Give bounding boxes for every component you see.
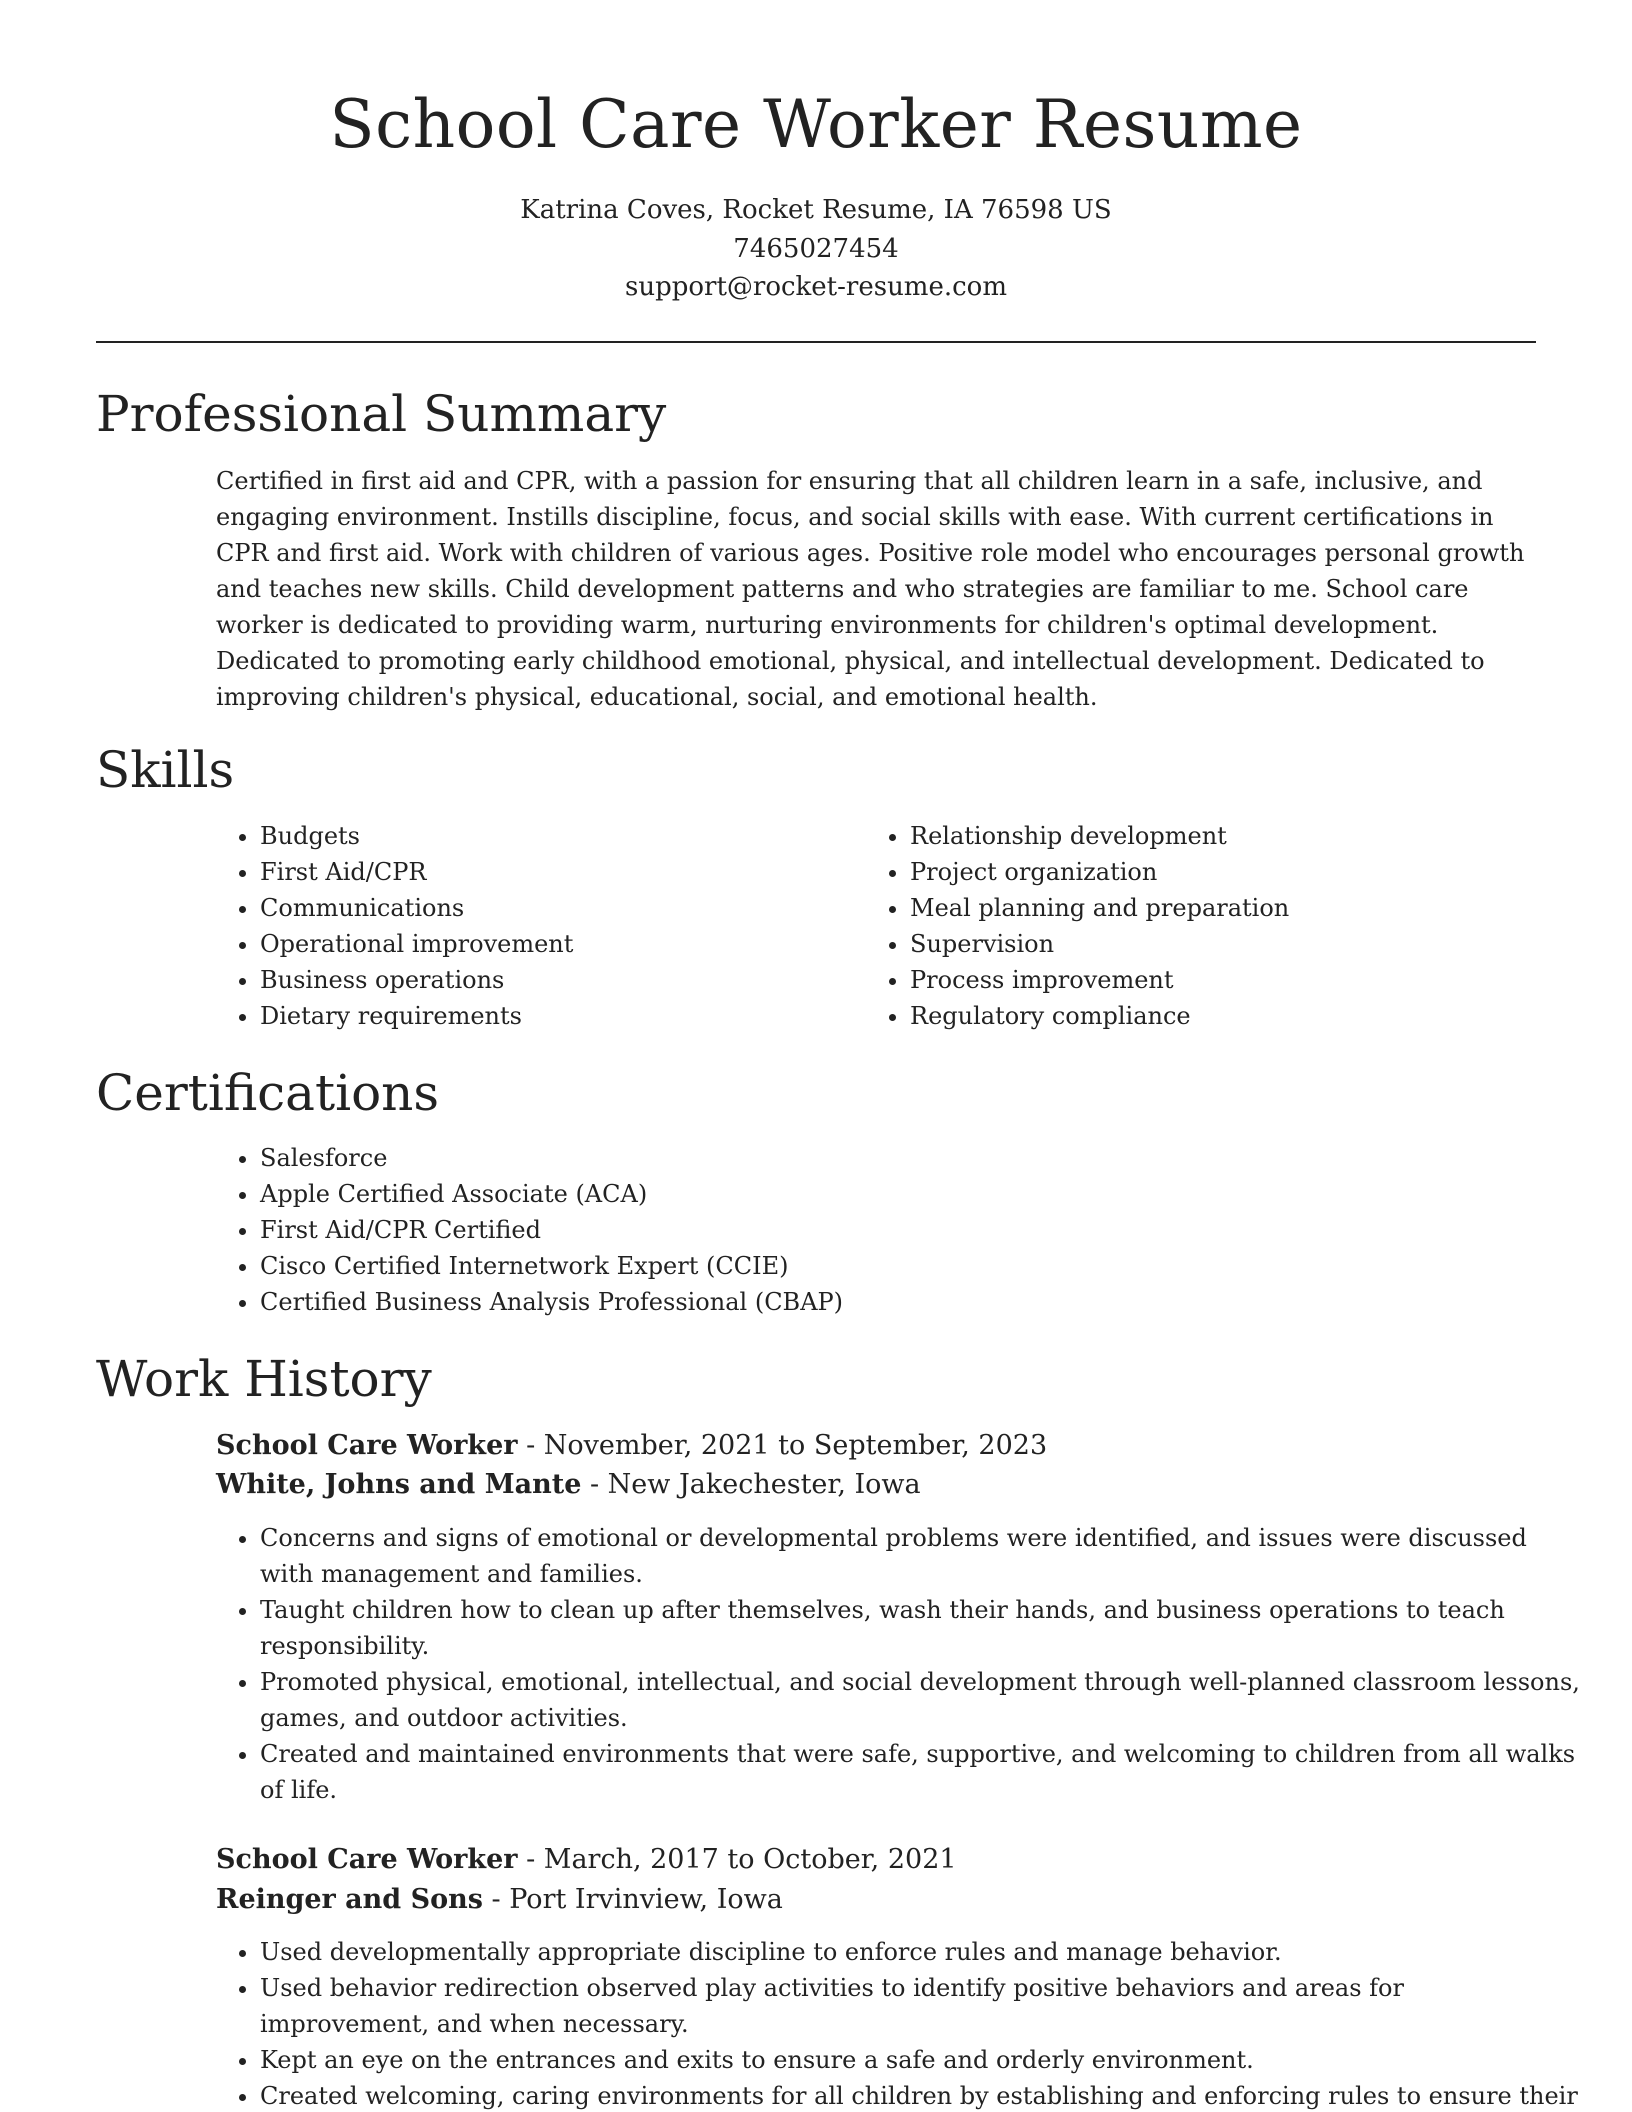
summary-text: Certified in first aid and CPR, with a passion for ensuring that all children learn in a safe, inclusive, and engaging environment. Instills discipline, focus, and social skills with ease. With current certifications in CPR and first aid. Work with children of various ages. Positive role model who encourages personal growth and teaches new skills. Child development patterns and who strategies are familiar to me. School care worker is dedicated to providing warm, nurturing environments for children's optimal development. Dedicated to promoting early childhood emotional, physical, and intellectual development. Dedicated to improving children's physical, educational, social, and emotional health. [216,467,1525,711]
skills-list-left [216,818,860,1034]
job-dates: March, 2017 to October, 2021 [543,1844,957,1875]
skill-item: • Budgets [260,818,860,854]
job-1-company-line: White, Johns and Mante - New Jakechester, Iowa [216,1469,921,1500]
duty-item: • Promoted physical, emotional, intellectual, and social development through well-planned classroom lessons, games, and outdoor activities. [260,1664,1580,1736]
duty-item: • Created welcoming, caring environments for all children by establishing and enforcing rules to ensure their [260,2078,1580,2112]
job-1-title-line: School Care Worker - November, 2021 to September, 2023 [216,1430,1048,1461]
skill-item: • Supervision [910,926,1550,962]
resume-title: School Care Worker Resume [329,86,1303,163]
skill-item: • Process improvement [910,962,1550,998]
duty-item: • Used developmentally appropriate discipline to enforce rules and manage behavior. [260,1934,1580,1970]
skill-item: • Business operations [260,962,860,998]
duty-item: • Concerns and signs of emotional or developmental problems were identified, and issues were discussed with management and families. [260,1520,1580,1592]
contact-email: support@rocket-resume.com [624,272,1007,302]
job-company: Reinger and Sons [216,1884,483,1915]
job-1-duties [216,1520,1580,1808]
job-location: Port Irvinview, Iowa [509,1884,783,1915]
certification-item: • Salesforce [260,1140,1260,1176]
certifications-heading: Certifications [96,1064,440,1122]
job-2-title-line: School Care Worker - March, 2017 to October, 2021 [216,1844,957,1875]
skill-item: • Communications [260,890,860,926]
certifications-list [216,1140,1260,1320]
contact-address: Katrina Coves, Rocket Resume, IA 76598 US [520,195,1112,225]
job-title: School Care Worker [216,1844,518,1875]
skills-heading: Skills [96,741,235,799]
skill-item: • Relationship development [910,818,1550,854]
certification-item: • Cisco Certified Internetwork Expert (CCIE) [260,1248,1260,1284]
job-company: White, Johns and Mante [216,1469,582,1500]
job-dates: November, 2021 to September, 2023 [543,1430,1048,1461]
skill-item: • First Aid/CPR [260,854,860,890]
skill-item: • Meal planning and preparation [910,890,1550,926]
skills-list-right [866,818,1550,1034]
job-title: School Care Worker [216,1430,518,1461]
certification-item: • Apple Certified Associate (ACA) [260,1176,1260,1212]
job-location: New Jakechester, Iowa [607,1469,921,1500]
duty-item: • Taught children how to clean up after themselves, wash their hands, and business operations to teach responsibility. [260,1592,1580,1664]
job-2-company-line: Reinger and Sons - Port Irvinview, Iowa [216,1884,783,1915]
skill-item: • Operational improvement [260,926,860,962]
work-history-heading: Work History [96,1350,432,1408]
certification-item: • First Aid/CPR Certified [260,1212,1260,1248]
job-2-duties [216,1934,1580,2112]
skill-item: • Project organization [910,854,1550,890]
header-divider [96,341,1536,343]
certification-item: • Certified Business Analysis Professional (CBAP) [260,1284,1260,1320]
duty-item: • Created and maintained environments that were safe, supportive, and welcoming to children from all walks of life. [260,1736,1580,1808]
contact-phone: 7465027454 [733,234,899,264]
duty-item: • Kept an eye on the entrances and exits to ensure a safe and orderly environment. [260,2042,1580,2078]
skill-item: • Dietary requirements [260,998,860,1034]
skill-item: • Regulatory compliance [910,998,1550,1034]
duty-item: • Used behavior redirection observed play activities to identify positive behaviors and areas for improvement, and when necessary. [260,1970,1580,2042]
summary-heading: Professional Summary [96,385,667,443]
